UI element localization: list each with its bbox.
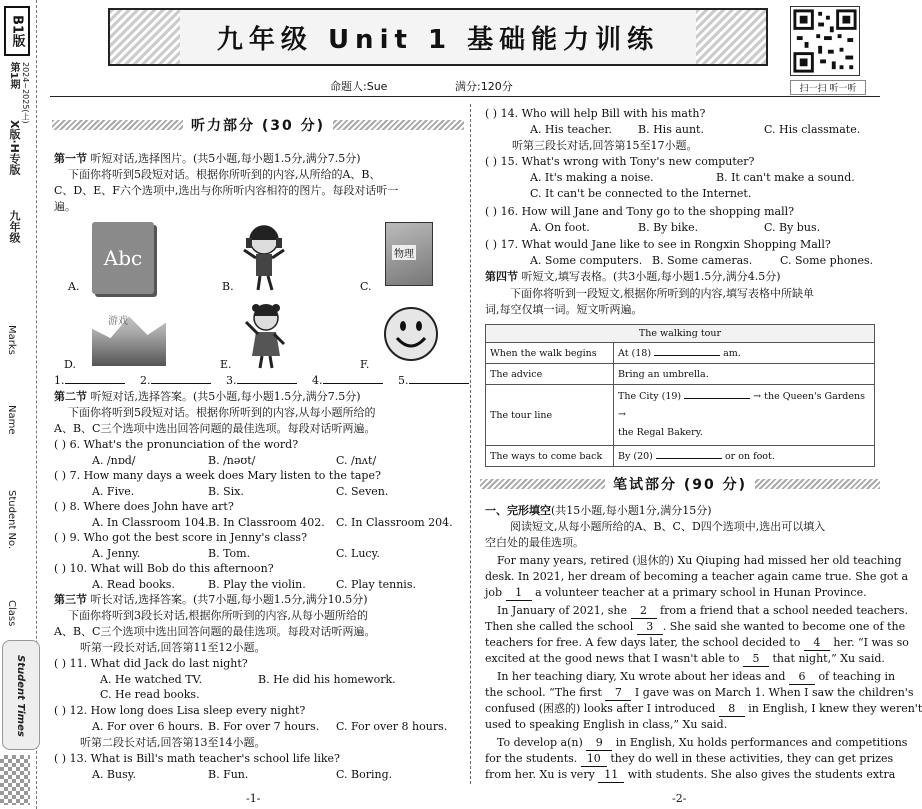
p5-text-b: . She said she wanted to become one of the (662, 620, 906, 633)
tour-line-end: the Regal Bakery. (618, 427, 703, 438)
special-label: X版·H专版 (8, 120, 21, 175)
cloze-blank-6[interactable]: 6 (789, 670, 815, 685)
passage-line-2: desk. In 2021, her dream of becoming a teacher again came true. She got a (485, 570, 909, 583)
q10-option-a[interactable]: A. Read books. (92, 578, 175, 591)
pic-label-d: D. (64, 358, 76, 371)
passage-line-5 (485, 620, 905, 635)
passage-line-13 (485, 752, 893, 767)
q16-option-b[interactable]: B. By bike. (638, 221, 699, 234)
p6-text-b: her. “I was so (833, 636, 909, 649)
q10-option-b[interactable]: B. Play the violin. (208, 578, 306, 591)
p12-text-b: in English, Xu holds performances and competitions (615, 736, 908, 749)
q10-option-c[interactable]: C. Play tennis. (336, 578, 416, 591)
p6-text-a: teachers for free. A few days later, the school decided to (485, 636, 801, 649)
author-label: 命题人:Sue (330, 80, 388, 93)
passage-line-4 (497, 604, 908, 619)
table-caption: The walking tour (486, 325, 875, 343)
page-number-left: -1- (246, 792, 261, 805)
q6-option-a[interactable]: A. /nɒd/ (92, 454, 136, 467)
passage-line-11: used to speaking English in class,” Xu said. (485, 718, 728, 731)
q9-option-c[interactable]: C. Lucy. (336, 547, 380, 560)
blank-20-label: By (20) (618, 450, 653, 462)
q16-stem: ( ) 16. How will Jane and Tony go to the shopping mall? (485, 205, 795, 218)
p4-text-a: In January of 2021, she (497, 604, 628, 617)
physics-text: 物理 (392, 245, 416, 260)
row-walk-begins-key: When the walk begins (486, 343, 614, 364)
mountain-poster-picture (92, 304, 166, 366)
passage-line-10 (485, 702, 922, 717)
q8-option-a[interactable]: A. In Classroom 104. (92, 516, 209, 529)
cloze-blank-4[interactable]: 4 (804, 636, 830, 651)
pic-label-a: A. (68, 280, 80, 293)
q15-option-a[interactable]: A. It's making a noise. (530, 171, 654, 184)
q13-option-c[interactable]: C. Boring. (336, 768, 393, 781)
writing-heading-text: 笔试部分 (90 分) (605, 474, 755, 494)
pic-label-b: B. (222, 280, 234, 293)
listening-heading-text: 听力部分 (30 分) (183, 115, 333, 135)
answer-num-4: 4. (312, 374, 323, 387)
p14-text-a: from her. Xu is very (485, 768, 595, 781)
q11-option-b[interactable]: B. He did his homework. (258, 673, 396, 686)
tour-line-mid: → the Queen's Gardens → (618, 391, 865, 420)
row-tour-line-key: The tour line (486, 385, 614, 446)
marks-label: Marks (6, 325, 17, 355)
p10-text-b: in English, I knew they weren't (748, 702, 922, 715)
cloze-instruction-1: 阅读短文,从每小题所给的A、B、C、D四个选项中,选出可以填入 (510, 520, 826, 533)
abc-book-picture (92, 222, 154, 294)
checker-pattern (0, 755, 30, 805)
p7-text-a: excited at the good news that I wasn't able to (485, 652, 740, 665)
banner-stripes-right (696, 10, 766, 64)
q9-option-b[interactable]: B. Tom. (208, 547, 251, 560)
blank-18-label: At (18) (618, 347, 652, 359)
logo-text: Student Times (15, 655, 26, 737)
s1-title: 第一节 (54, 152, 87, 165)
s4-rule: 听短文,填写表格。(共3小题,每小题1.5分,满分4.5分) (521, 270, 781, 283)
student-times-logo (2, 640, 40, 750)
issue-label: 第1期 (8, 62, 19, 89)
answer-line (54, 374, 469, 388)
q8-stem: ( ) 8. Where does John have art? (54, 500, 234, 513)
q7-option-c[interactable]: C. Seven. (336, 485, 389, 498)
s2-instruction-2: A、B、C三个选项中选出回答问题的最佳选项。每段对话听两遍。 (54, 422, 376, 435)
q6-option-c[interactable]: C. /nʌt/ (336, 454, 377, 467)
cloze-blank-1[interactable]: 1 (506, 586, 532, 601)
cloze-blank-11[interactable]: 11 (598, 768, 624, 783)
page-number-right: -2- (672, 792, 687, 805)
answer-blank-5[interactable] (409, 383, 469, 384)
q16-option-a[interactable]: A. On foot. (530, 221, 590, 234)
edition-label: B1版 (9, 15, 25, 47)
q17-option-a[interactable]: A. Some computers. (530, 254, 643, 267)
q14-option-a[interactable]: A. His teacher. (530, 123, 612, 136)
q14-option-c[interactable]: C. His classmate. (764, 123, 861, 136)
q6-stem: ( ) 6. What's the pronunciation of the word? (54, 438, 299, 451)
q11-option-a[interactable]: A. He watched TV. (100, 673, 203, 686)
pic-label-c: C. (360, 280, 372, 293)
listening-heading (52, 114, 464, 136)
passage-line-6 (485, 636, 909, 651)
q7-stem: ( ) 7. How many days a week does Mary listen to the tape? (54, 469, 381, 482)
s3-rule: 听长对话,选择答案。(共7小题,每小题1.5分,满分10.5分) (90, 593, 368, 606)
pic-label-f: F. (360, 358, 370, 371)
q14-option-b[interactable]: B. His aunt. (638, 123, 704, 136)
blank-19[interactable] (684, 398, 750, 399)
passage-line-12 (497, 736, 907, 751)
row-advice-key: The advice (486, 364, 614, 385)
row-walk-begins-value (614, 343, 875, 364)
p13-text-a: for the students. (485, 752, 578, 765)
q7-option-a[interactable]: A. Five. (92, 485, 135, 498)
q11-stem: ( ) 11. What did Jack do last night? (54, 657, 248, 670)
cloze-blank-2[interactable]: 2 (631, 604, 657, 619)
q14-stem: ( ) 14. Who will help Bill with his math? (485, 107, 706, 120)
grade-label: 九年级 (8, 210, 21, 243)
cloze-title: 一、完形填空 (485, 504, 551, 517)
s4-instruction-1: 下面你将听到一段短文,根据你所听到的内容,填写表格中所缺单 (510, 287, 814, 300)
q15-option-c[interactable]: C. It can't be connected to the Internet. (530, 187, 752, 200)
passage-line-1: For many years, retired (退休的) Xu Qiuping had missed her old teaching (497, 554, 902, 567)
s1-rule: 听短对话,选择图片。(共5小题,每小题1.5分,满分7.5分) (90, 152, 361, 165)
p8-text-a: In her teaching diary, Xu wrote about her ideas and (497, 670, 786, 683)
row-come-back-suffix: or on foot. (724, 450, 775, 462)
qr-caption: 扫一扫 听一听 (790, 80, 866, 95)
blank-19-label: The City (19) (618, 391, 682, 402)
physics-book-picture (385, 222, 433, 286)
s1-instruction-1: 下面你将听到5段短对话。根据你所听到的内容,从所给的A、B、 (68, 168, 381, 181)
answer-blank-2[interactable] (151, 383, 211, 384)
score-label: 满分:120分 (455, 80, 513, 93)
s3-dialogue-3: 听第三段长对话,回答第15至17小题。 (512, 139, 698, 152)
student-no-label: Student No. (6, 490, 17, 550)
column-divider (470, 104, 471, 784)
s1-instruction-3: 遍。 (54, 200, 76, 213)
s3-instruction-2: A、B、C三个选项中选出回答问题的最佳选项。每段对话听两遍。 (54, 625, 376, 638)
smiley-face-picture (383, 306, 439, 362)
cloze-blank-5[interactable]: 5 (743, 652, 769, 667)
q8-option-b[interactable]: B. In Classroom 402. (208, 516, 325, 529)
cloze-blank-9[interactable]: 9 (586, 736, 612, 751)
cloze-instruction-2: 空白处的最佳选项。 (485, 536, 584, 549)
s1-instruction-2: C、D、E、F六个选项中,选出与你所听内容相符的图片。每段对话听一 (54, 184, 399, 197)
answer-num-3: 3. (226, 374, 237, 387)
s2-rule: 听短对话,选择答案。(共5小题,每小题1.5分,满分7.5分) (90, 390, 361, 403)
p12-text-a: To develop a(n) (497, 736, 583, 749)
blank-20[interactable] (656, 458, 722, 459)
row-walk-begins-suffix: am. (723, 347, 741, 359)
row-come-back-key: The ways to come back (486, 446, 614, 467)
q12-option-b[interactable]: B. For over 7 hours. (208, 720, 320, 733)
q17-option-c[interactable]: C. Some phones. (780, 254, 874, 267)
p7-text-b: that night,” Xu said. (772, 652, 885, 665)
answer-blank-3[interactable] (237, 383, 297, 384)
row-tour-line-value (614, 385, 875, 446)
q9-option-a[interactable]: A. Jenny. (92, 547, 141, 560)
answer-blank-1[interactable] (65, 383, 125, 384)
p14-text-b: with students. She also gives the students extra (627, 768, 896, 781)
walking-tour-table (485, 324, 875, 467)
q12-stem: ( ) 12. How long does Lisa sleep every night? (54, 704, 306, 717)
q11-option-c[interactable]: C. He read books. (100, 688, 200, 701)
answer-num-1: 1. (54, 374, 65, 387)
q17-option-b[interactable]: B. Some cameras. (652, 254, 753, 267)
p9-text-a: the school. “The first (485, 686, 602, 699)
abc-text: Abc (103, 246, 143, 270)
passage-line-8 (497, 670, 895, 685)
p3-text-b: a volunteer teacher at a primary school in Hunan Province. (535, 586, 867, 599)
banner-stripes-left (110, 10, 180, 64)
title-banner (108, 8, 768, 66)
q13-stem: ( ) 13. What is Bill's math teacher's school life like? (54, 752, 340, 765)
q12-option-c[interactable]: C. For over 8 hours. (336, 720, 448, 733)
q12-option-a[interactable]: A. For over 6 hours. (92, 720, 204, 733)
q10-stem: ( ) 10. What will Bob do this afternoon? (54, 562, 274, 575)
pic-label-e: E. (220, 358, 232, 371)
passage-line-14 (485, 768, 895, 783)
poster-text: 游戏 (108, 316, 128, 327)
class-label: Class (6, 600, 17, 627)
p13-text-b: they do well in these activities, they can get prizes (610, 752, 894, 765)
cloze-blank-8[interactable]: 8 (719, 702, 745, 717)
q13-option-b[interactable]: B. Fun. (208, 768, 249, 781)
passage-line-9 (485, 686, 913, 701)
p8-text-b: of teaching in (818, 670, 896, 683)
row-come-back-value (614, 446, 875, 467)
year-label: 2024~2025(上) (21, 62, 30, 124)
q6-option-b[interactable]: B. /nəʊt/ (208, 454, 256, 467)
p9-text-b: I gave was on March 1. When I saw the children's (634, 686, 914, 699)
p5-text-a: Then she called the school (485, 620, 634, 633)
q16-option-c[interactable]: C. By bus. (764, 221, 821, 234)
s3-title: 第三节 (54, 593, 87, 606)
qr-code[interactable] (790, 6, 860, 76)
q15-option-b[interactable]: B. It can't make a sound. (716, 171, 855, 184)
blank-18[interactable] (654, 355, 720, 356)
header-rule (50, 96, 880, 97)
s2-instruction-1: 下面你将听到5段短对话。根据你所听到的内容,从每小题所给的 (68, 406, 376, 419)
girl-headphones-picture (238, 220, 290, 292)
q7-option-b[interactable]: B. Six. (208, 485, 244, 498)
s3-dialogue-2: 听第二段长对话,回答第13至14小题。 (80, 736, 266, 749)
passage-line-7 (485, 652, 885, 667)
side-strip (0, 0, 46, 809)
page-title: 九年级 Unit 1 基础能力训练 (216, 24, 660, 55)
cloze-blank-3[interactable]: 3 (637, 620, 663, 635)
writing-heading (480, 473, 880, 495)
row-advice-value: Bring an umbrella. (614, 364, 875, 385)
cloze-blank-10[interactable]: 10 (581, 752, 607, 767)
girl-waving-picture (240, 300, 292, 370)
edition-box (4, 6, 30, 56)
p10-text-a: confused (困惑的) looks after I introduced (485, 702, 716, 715)
q17-stem: ( ) 17. What would Jane like to see in Rongxin Shopping Mall? (485, 238, 831, 251)
s3-dialogue-1: 听第一段长对话,回答第11至12小题。 (80, 641, 266, 654)
cloze-rule: (共15小题,每小题1分,满分15分) (551, 504, 712, 517)
cloze-blank-7[interactable]: 7 (605, 686, 631, 701)
answer-blank-4[interactable] (323, 383, 383, 384)
p4-text-b: from a friend that a school needed teachers. (660, 604, 908, 617)
q15-stem: ( ) 15. What's wrong with Tony's new computer? (485, 155, 755, 168)
p3-text-a: job (485, 586, 503, 599)
s3-instruction-1: 下面你将听到3段长对话,根据你所听到的内容,从每小题所给的 (68, 609, 368, 622)
answer-num-2: 2. (140, 374, 151, 387)
q9-stem: ( ) 9. Who got the best score in Jenny's class? (54, 531, 307, 544)
answer-num-5: 5. (398, 374, 409, 387)
passage-line-3 (485, 586, 867, 601)
s4-title: 第四节 (485, 270, 518, 283)
name-label: Name (6, 405, 17, 435)
q13-option-a[interactable]: A. Busy. (92, 768, 136, 781)
q8-option-c[interactable]: C. In Classroom 204. (336, 516, 453, 529)
s2-title: 第二节 (54, 390, 87, 403)
s4-instruction-2: 词,每空仅填一词。短文听两遍。 (485, 303, 643, 316)
